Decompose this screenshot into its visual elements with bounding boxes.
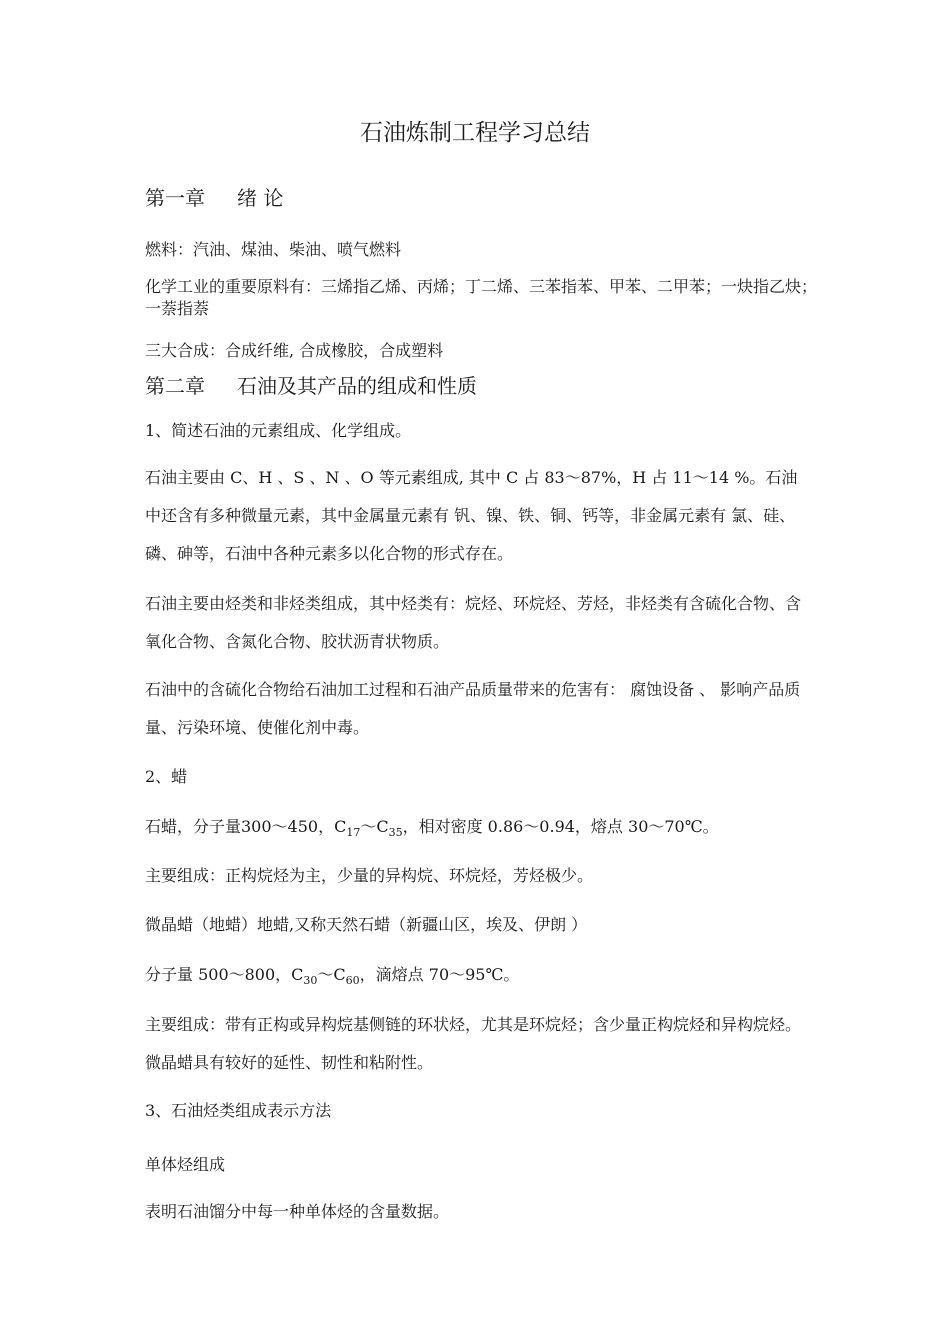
chapter-2-heading	[145, 371, 810, 401]
chapter-1-name: 绪 论	[237, 186, 284, 210]
document-title: 石油炼制工程学习总结	[360, 120, 590, 146]
chapter-1-number: 第一章	[145, 186, 205, 210]
sulfur-hazards-paragraph: 石油中的含硫化合物给石油加工过程和石油产品质量带来的危害有： 腐蚀设备 、 影响产品质量、污染环境、使催化剂中毒。	[145, 680, 801, 737]
microwax-paragraph: 微晶蜡（地蜡）地蜡,又称天然石蜡（新疆山区，埃及、伊朗 ）	[145, 915, 588, 934]
section-3-heading: 3、石油烃类组成表示方法	[145, 1101, 332, 1120]
synthesis-paragraph: 三大合成：合成纤维, 合成橡胶，合成塑料	[145, 341, 444, 360]
fuels-paragraph: 燃料：汽油、煤油、柴油、喷气燃料	[145, 240, 402, 259]
microwax-properties-paragraph: 分子量 500～800，$C_{30}\sim C_{60}$，滴熔点 70～95℃。	[145, 965, 520, 987]
paraffin-composition-paragraph: 主要组成：正构烷烃为主，少量的异构烷、环烷烃，芳烃极少。	[145, 866, 594, 885]
monomer-description: 表明石油馏分中每一种单体烃的含量数据。	[145, 1202, 450, 1221]
section-1-heading: 1、简述石油的元素组成、化学组成。	[145, 421, 412, 440]
paraffin-properties-paragraph: 石蜡，分子量300～450，$C_{17}\sim C_{35}$，相对密度 0.86～0.94，熔点 30～70℃。	[145, 817, 719, 839]
microwax-composition-paragraph: 主要组成：带有正构或异构烷基侧链的环状烃，尤其是环烷烃；含少量正构烷烃和异构烷烃。微晶蜡具有较好的延性、韧性和粘附性。	[145, 1015, 802, 1072]
section-2-heading: 2、蜡	[145, 767, 188, 786]
chapter-2-number: 第二章	[145, 374, 205, 398]
chemical-raw-materials-paragraph: 化学工业的重要原料有：三烯指乙烯、丙烯；丁二烯、三苯指苯、甲苯、二甲苯；一炔指乙炔；一萘指萘	[145, 277, 818, 318]
monomer-heading: 单体烃组成	[145, 1155, 226, 1174]
chapter-1-heading	[145, 183, 810, 213]
chapter-2-name: 石油及其产品的组成和性质	[237, 374, 477, 398]
composition-paragraph: 石油主要由烃类和非烃类组成，其中烃类有：烷烃、环烷烃、芳烃，非烃类有含硫化合物、含氧化合物、含氮化合物、胶状沥青状物质。	[145, 594, 802, 651]
elements-paragraph: 石油主要由 C、H 、S 、N 、O 等元素组成, 其中 C 占 83～87%，H 占 11～14 %。石油中还含有多种微量元素，其中金属量元素有 钒、镍、铁、铜、钙等，非金属元素有 氯、硅、磷、砷等，石油中各种元素多以化合物的形式存在。	[145, 468, 798, 563]
